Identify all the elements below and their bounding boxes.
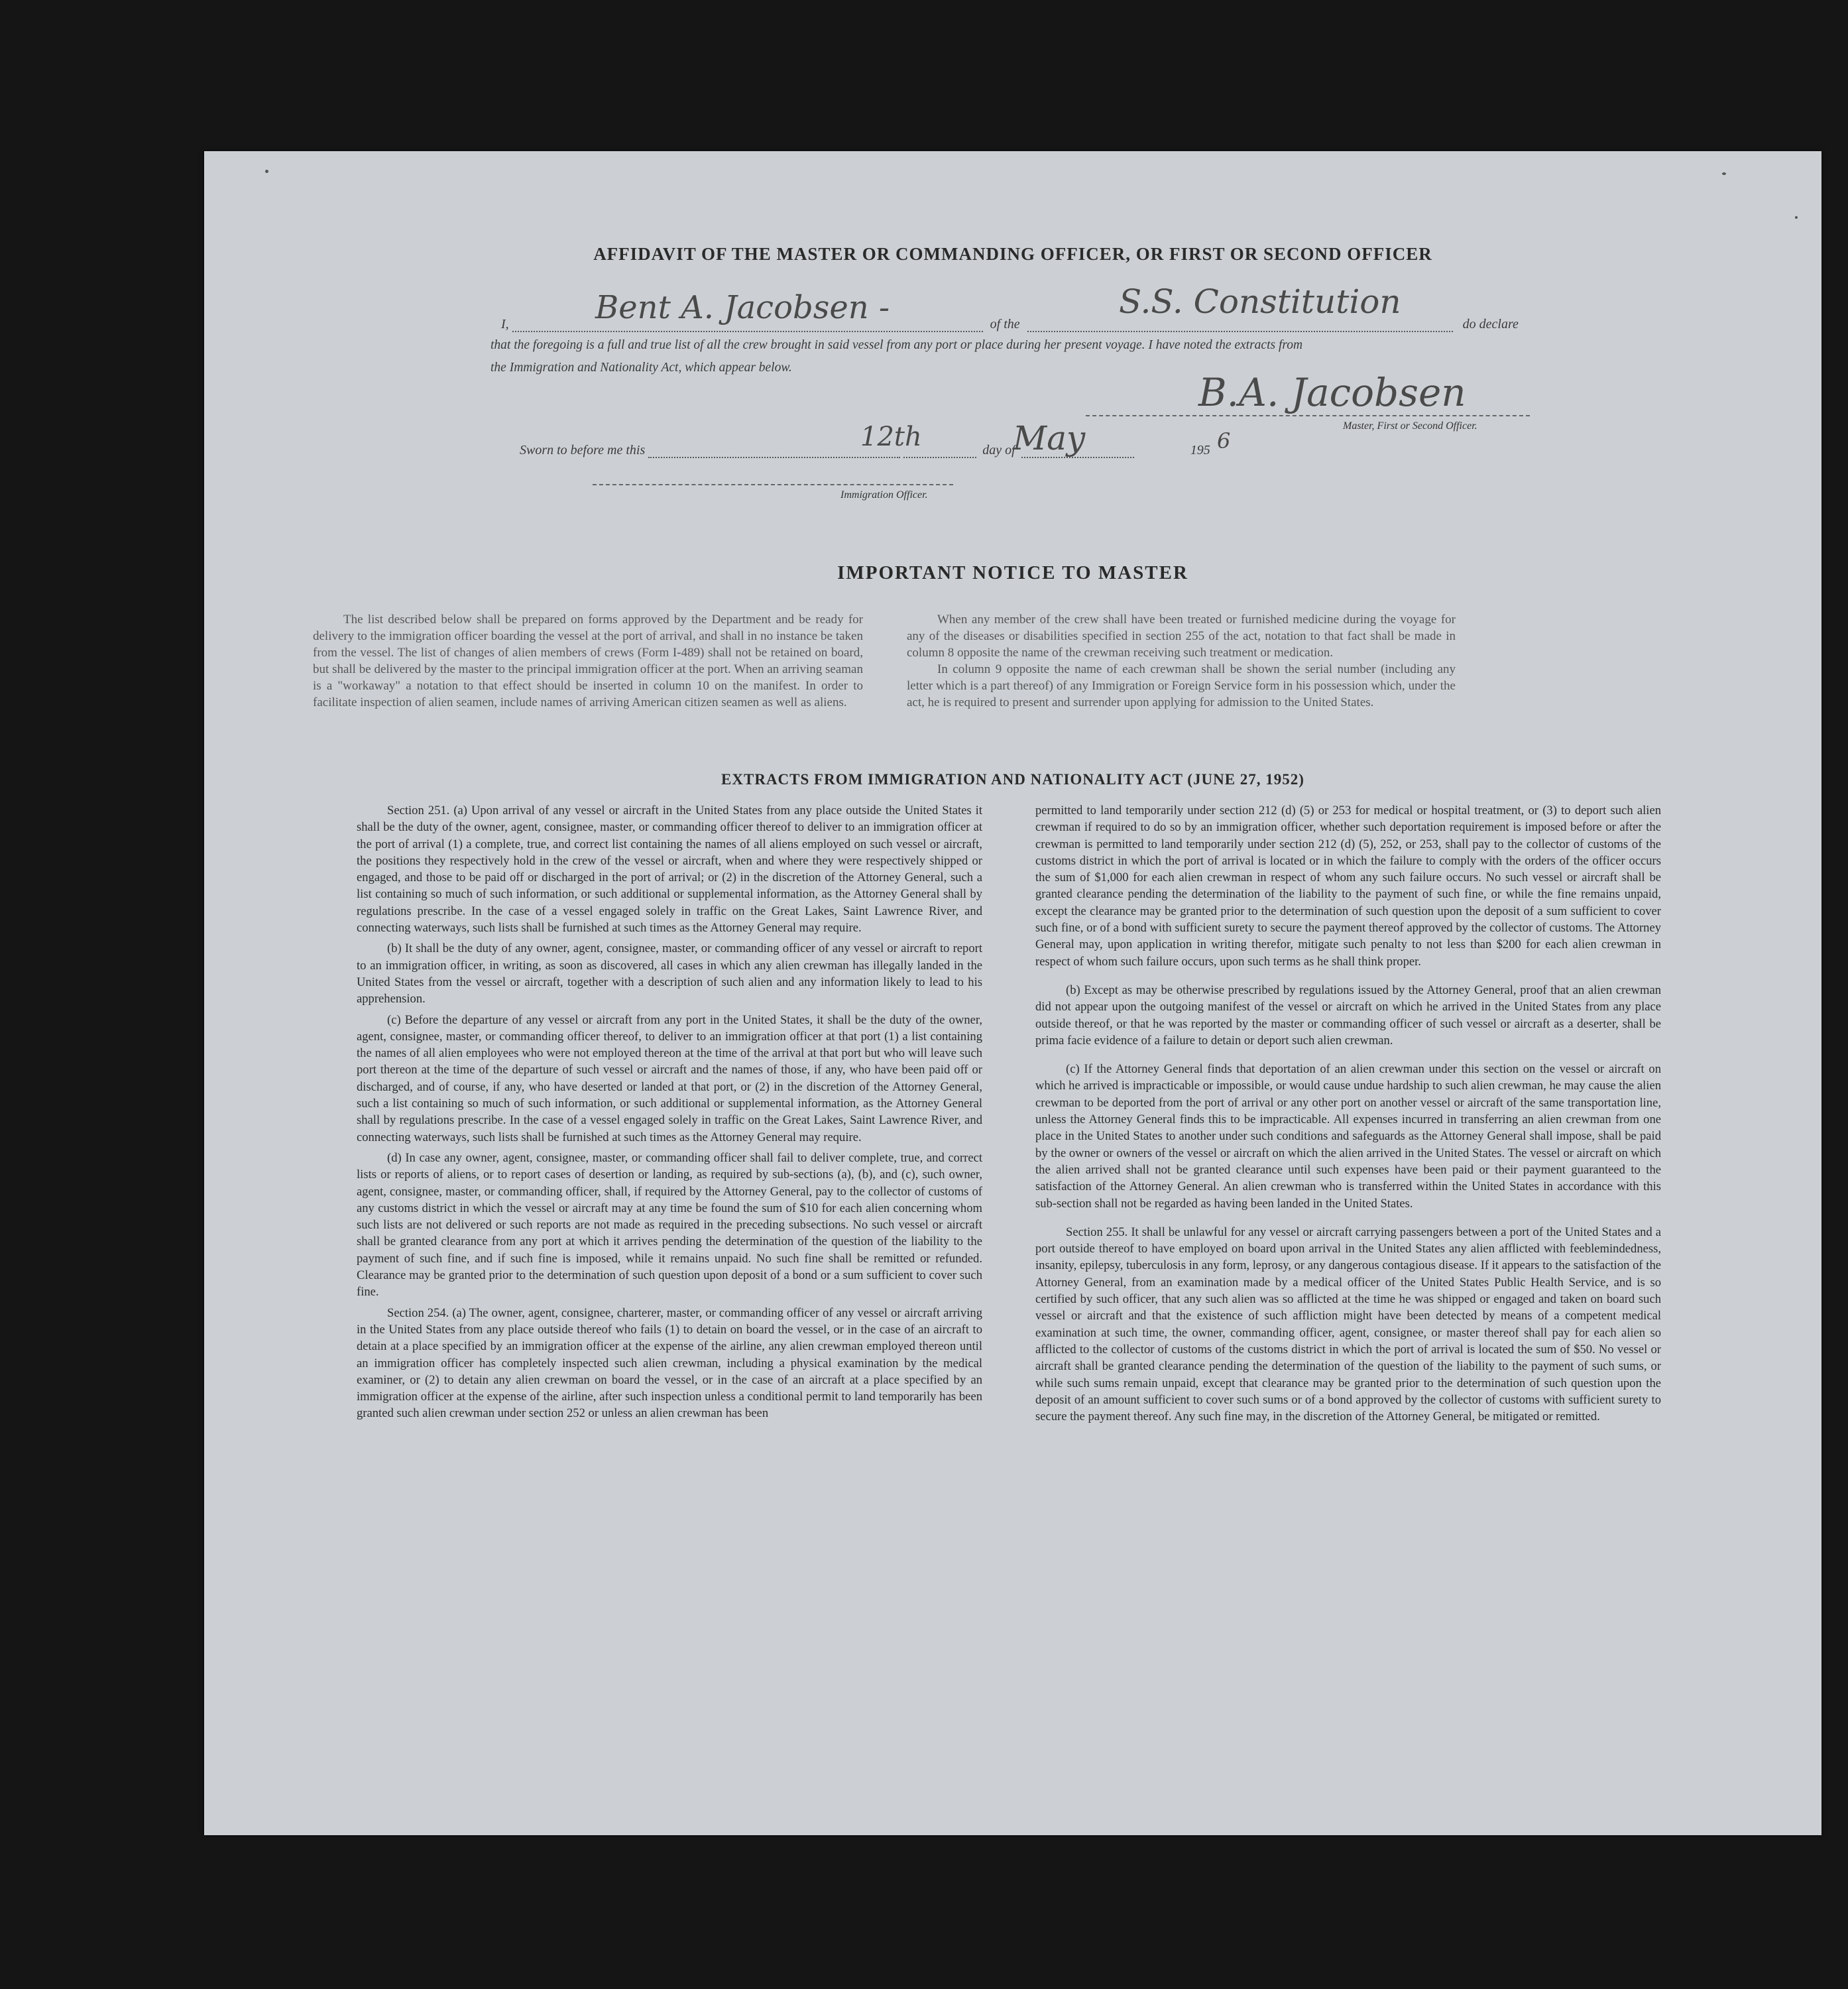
master-signature: B.A. Jacobsen [1198, 370, 1466, 415]
declarant-prefix: I, [501, 317, 509, 332]
statement-line-2: the Immigration and Nationality Act, which appear below. [491, 361, 792, 375]
notice-paragraph: When any member of the crew shall have been treated or furnished medicine during the voyage for any of the diseases or disabilities specified in section 255 of the act, notation to that fact shall be made in column 8 opposite the name of the crewman receiving such treatment or medication. [907, 613, 1456, 660]
vessel-name: S.S. Constitution [1119, 282, 1401, 321]
do-declare-label: do declare [1462, 317, 1519, 332]
section-paragraph: permitted to land temporarily under section 212 (d) (5) or 253 for medical or hospital treatment, or (3) to deport such alien crewman if required to do so by an immigration officer, whether such deportation requirement is imposed before or after the crewman is permitted to land temporarily under section 212 (d) (5), 252, or 253, shall pay to the collector of customs of the customs district in which the port of arrival is located or in which the failure to comply with the orders of the officer occurs the sum of $1,000 for each alien crewman in respect of whom any such failure occurs. No such vessel or aircraft shall be granted clearance pending the determination of the liability to the payment of such fine, or while the fine remains unpaid, except the clearance may be granted prior to the determination of such question upon the deposit of a sum sufficient to cover such fine, or of a bond with sufficient surety to secure the payment thereof approved by the collector of customs. The Attorney General may, upon application in writing therefor, mitigate such penalty to not less than $200 for each alien crewman in respect of whom such failure occurs, upon such terms as he shall think proper. [1035, 804, 1661, 969]
signature-caption: Master, First or Second Officer. [1343, 420, 1477, 432]
extracts-title: EXTRACTS FROM IMMIGRATION AND NATIONALITY ACT (JUNE 27, 1952) [721, 771, 1304, 788]
section-paragraph: (b) Except as may be otherwise prescribed by regulations issued by the Attorney General, proof that an alien crewman did not appear upon the outgoing manifest of the vessel or aircraft on which he arrived in the United States from any place outside thereof, or that he was reported by the master or commanding officer of such vessel or aircraft as a deserter, shall be prima facie evidence of a failure to detain or deport such alien crewman. [1035, 983, 1661, 1048]
year-prefix: 195 [1190, 443, 1210, 457]
section-paragraph: (c) Before the departure of any vessel or aircraft from any port in the United States, it shall be the duty of the owner, agent, consignee, master, or commanding officer thereof, to deliver to an immigration officer at that port (1) a list containing the names of all alien employees who were not employed thereon at the time of the arrival at that port but who will leave such port thereon at the time of the departure of such vessel or aircraft and the names of those, if any, who have been paid off or discharged, and of course, if any, who have deserted or landed at that port, or (2) in the discretion of the Attorney General, such a list containing so much of such information, or such additional or supplemental information, as the Attorney General shall by regulations prescribe. In the case of a vessel engaged solely in traffic on the Great Lakes, Saint Lawrence River, and connecting waterways, such lists shall be furnished at such times as the Attorney General may require. [357, 1012, 982, 1144]
section-paragraph: (c) If the Attorney General finds that deportation of an alien crewman under this section on the vessel or aircraft on which he arrived is impracticable or impossible, or would cause undue hardship to such alien crewman, he may cause the alien crewman to be deported from the port of arrival or any other port on another vessel or aircraft of the same transportation line, unless the Attorney General finds this to be impracticable. All expenses incurred in transferring an alien crewman from one place in the United States to another under such conditions and safeguards as the Attorney General shall impose, shall be paid by the owner or owners of the vessel or aircraft on which the alien arrived in the United States. The vessel or aircraft on which the alien arrived shall not be granted clearance until such expenses have been paid or their payment guaranteed to the satisfaction of the Attorney General. An alien crewman who is transferred within the United States in accordance with this sub-section shall not be regarded as having been landed in the United States. [1035, 1062, 1661, 1211]
day-of-label: day of [982, 443, 1015, 457]
sworn-label: Sworn to before me this [520, 443, 646, 457]
extracts-right-column [1035, 802, 1661, 1429]
section-paragraph: Section 254. (a) The owner, agent, consignee, charterer, master, or commanding officer of any vessel or aircraft arriving in the United States from any place outside thereof who fails (1) to detain on board the vessel, or in the case of an aircraft to detain at a place specified by an immigration officer at the expense of the airline, any alien crewman employed thereon until an immigration officer has completely inspected such alien crewman, including a physical examination by the medical examiner, or (2) to detain any alien crewman on board the vessel, or in the case of an aircraft at a place specified by an immigration officer at the expense of the airline, after such inspection unless a conditional permit to land temporarily has been granted such alien crewman under section 252 or unless an alien crewman has been [357, 1305, 982, 1421]
notice-paragraph: The list described below shall be prepared on forms approved by the Department and be ready for delivery to the immigration officer boarding the vessel at the port of arrival, and shall in no instance be taken from the vessel. The list of changes of alien members of crews (Form I-489) shall not be retained on board, but shall be delivered by the master to the principal immigration officer at the port. When an arriving seaman is a "workaway" a notation to that effect should be inserted in column 10 on the manifest. In order to facilitate inspection of alien seamen, include names of arriving American citizen seamen as well as aliens. [313, 613, 863, 709]
notice-paragraph: In column 9 opposite the name of each crewman shall be shown the serial number (including any letter which is a part thereof) of any Immigration or Foreign Service form in his possession which, under the act, he is required to present and surrender upon applying for admission to the United States. [907, 662, 1456, 709]
section-paragraph: (b) It shall be the duty of any owner, agent, consignee, master, or commanding officer of any vessel or aircraft to report to an immigration officer, in writing, as soon as discovered, all cases in which any alien crewman has illegally landed in the United States from the vessel or aircraft, together with a description of such alien and any information likely to lead to his apprehension. [357, 941, 982, 1006]
statement-line-1: that the foregoing is a full and true list of all the crew brought in said vessel from any port or place during her present voyage. I have noted the extracts from [491, 338, 1303, 352]
notice-title: IMPORTANT NOTICE TO MASTER [837, 562, 1188, 583]
section-paragraph: (d) In case any owner, agent, consignee, master, or commanding officer shall fail to deliver complete, true, and correct lists or reports of aliens, or to report cases of desertion or landing, as required by sub-sections (a), (b), and (c), such owner, agent, consignee, master, or commanding officer, shall, if required by the Attorney General, pay to the collector of customs of any customs district in which the vessel or aircraft may at any time be found the sum of $10 for each alien concerning whom such lists are not delivered or such reports are not made as required in the preceding subsections. No such vessel or aircraft shall be granted clearance from any port at which it arrives pending the determination of the question of the liability to the payment of such fine, and if such fine is imposed, while it remains unpaid. No such fine shall be remitted or refunded. Clearance may be granted prior to the determination of such question upon deposit of a bond or a sum sufficient to cover such fine. [357, 1150, 982, 1299]
section-paragraph: Section 251. (a) Upon arrival of any vessel or aircraft in the United States from any place outside the United States it shall be the duty of the owner, agent, consignee, master, or commanding officer thereof to deliver to an immigration officer at the port of arrival (1) a complete, true, and correct list containing the names of all aliens employed on such vessel or aircraft, the positions they respectively hold in the crew of the vessel or aircraft, when and where they were respectively shipped or engaged, and those to be paid off or discharged in the port of arrival; or (2) in the discretion of the Attorney General, such a list containing so much of such information, or such additional or supplemental information, as the Attorney General shall by regulations prescribe. In the case of a vessel engaged solely in traffic on the Great Lakes, Saint Lawrence River, and connecting waterways, such lists shall be furnished at such times as the Attorney General may require. [357, 804, 982, 935]
immigration-officer-caption: Immigration Officer. [840, 489, 928, 501]
sworn-day: 12th [860, 422, 922, 452]
affidavit-title: AFFIDAVIT OF THE MASTER OR COMMANDING OFFICER, OR FIRST OR SECOND OFFICER [593, 244, 1432, 264]
declarant-name: Bent A. Jacobsen - [595, 289, 890, 326]
section-paragraph: Section 255. It shall be unlawful for any vessel or aircraft carrying passengers between a port of the United States and a port outside thereof to have employed on board upon arrival in the United States any alien afflicted with feeblemindedness, insanity, epilepsy, tuberculosis in any form, leprosy, or any dangerous contagious disease. If it appears to the satisfaction of the Attorney General, from an examination made by a medical officer of the United States Public Health Service, and is so certified by such officer, that any such alien was so afflicted at the time he was shipped or engaged and taken on board such vessel or aircraft and that the existence of such affliction might have been detected by means of a competent medical examination at such time, the owner, commanding officer, agent, consignee, or master thereof shall pay for each alien so afflicted to the collector of customs of the customs district in which the port of arrival is located the sum of $50. No vessel or aircraft shall be granted clearance pending the determination of the question of the liability to the payment of such sums, or while such sums remain unpaid, except that clearance may be granted prior to the determination of such question upon the deposit of an amount sufficient to cover such sums or of a bond approved by the collector of customs with sufficient surety to secure the payment thereof. Any such fine may, in the discretion of the Attorney General, be mitigated or remitted. [1035, 1225, 1661, 1424]
sworn-month: May [1013, 419, 1086, 457]
sworn-year-digit: 6 [1217, 428, 1231, 453]
extracts-left-column [357, 802, 982, 1426]
affidavit-page [204, 151, 1821, 1835]
notice-left-column [313, 611, 863, 711]
of-the-label: of the [990, 317, 1020, 332]
notice-right-column [907, 611, 1456, 711]
